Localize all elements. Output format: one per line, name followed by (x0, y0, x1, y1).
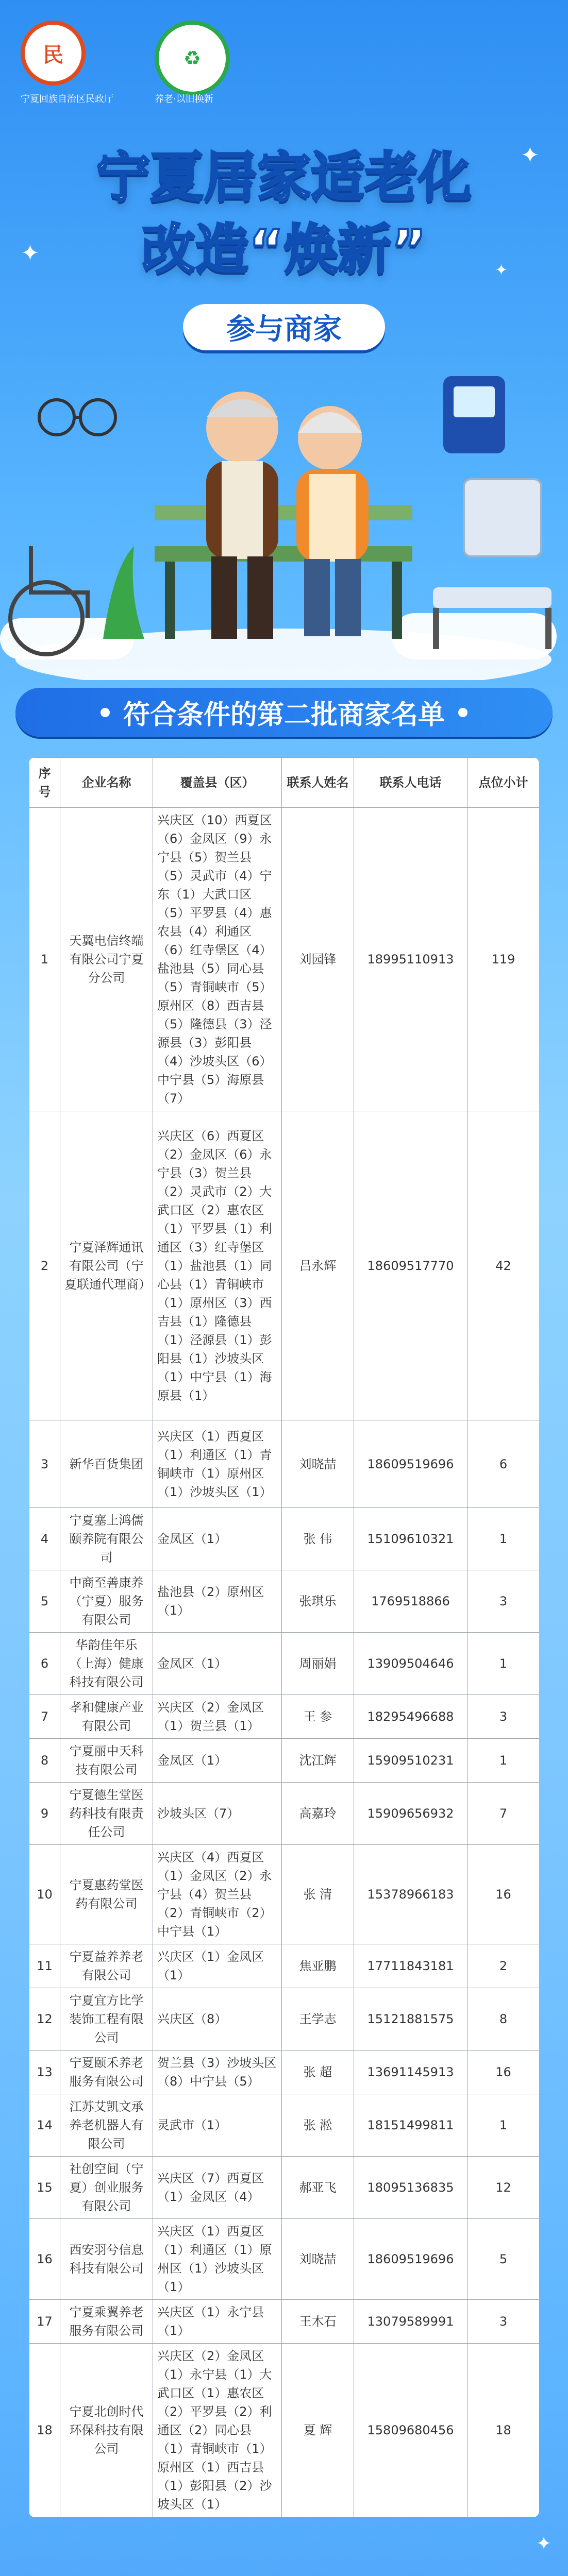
outlet-count-cell: 2 (467, 1944, 540, 1988)
company-name-cell: 宁夏丽中天科技有限公司 (60, 1739, 153, 1783)
coverage-area-cell: 兴庆区（7）西夏区（1）金凤区（4） (153, 2157, 282, 2219)
sparkle-icon: ✦ (21, 240, 40, 266)
row-number-cell: 17 (29, 2300, 60, 2344)
company-name-cell: 宁夏塞上鸿儒颐养院有限公司 (60, 1508, 153, 1570)
row-number-cell: 13 (29, 2050, 60, 2094)
poster-title-line1: 宁夏居家适老化 (96, 146, 472, 209)
contact-name-cell: 周丽娟 (282, 1633, 354, 1695)
table-row (29, 1988, 540, 2050)
contact-name-cell: 王木石 (282, 2300, 354, 2344)
table-row (29, 1420, 540, 1508)
contact-phone-cell: 13909504646 (354, 1633, 467, 1695)
outlet-count-cell: 1 (467, 1739, 540, 1783)
contact-phone-cell: 15378966183 (354, 1845, 467, 1944)
outlet-count-cell: 7 (467, 1783, 540, 1845)
outlet-count-cell: 16 (467, 2050, 540, 2094)
coverage-area-cell: 沙坡头区（7） (153, 1783, 282, 1845)
row-number-cell: 18 (29, 2344, 60, 2517)
company-name-cell: 天翼电信终端有限公司宁夏分公司 (60, 808, 153, 1111)
contact-name-cell: 张 清 (282, 1845, 354, 1944)
contact-phone-cell: 18609517770 (354, 1111, 467, 1420)
coverage-area-cell: 兴庆区（1）金凤区（1） (153, 1944, 282, 1988)
company-name-cell: 宁夏德生堂医药科技有限责任公司 (60, 1783, 153, 1845)
outlet-count-cell: 5 (467, 2219, 540, 2300)
coverage-area-cell: 兴庆区（1）西夏区（1）利通区（1）青铜峡市（1）原州区（1）沙坡头区（1） (153, 1420, 282, 1508)
contact-phone-cell: 18995110913 (354, 808, 467, 1111)
outlet-count-cell: 3 (467, 1695, 540, 1739)
contact-name-cell: 焦亚鹏 (282, 1944, 354, 1988)
company-name-cell: 宁夏乘翼养老服务有限公司 (60, 2300, 153, 2344)
company-name-cell: 社创空间（宁夏）创业服务有限公司 (60, 2157, 153, 2219)
row-number-cell: 8 (29, 1739, 60, 1783)
company-name-cell: 宁夏益养养老有限公司 (60, 1944, 153, 1988)
contact-phone-cell: 18295496688 (354, 1695, 467, 1739)
company-name-cell: 中商至善康养（宁夏）服务有限公司 (60, 1570, 153, 1633)
row-number-cell: 5 (29, 1570, 60, 1633)
coverage-area-cell: 灵武市（1） (153, 2094, 282, 2157)
contact-name-cell: 沈江辉 (282, 1739, 354, 1783)
contact-name-cell: 郝亚飞 (282, 2157, 354, 2219)
contact-phone-cell: 17711843181 (354, 1944, 467, 1988)
coverage-area-cell: 盐池县（2）原州区（1） (153, 1570, 282, 1633)
company-name-cell: 宁夏颐禾养老服务有限公司 (60, 2050, 153, 2094)
column-header: 联系人姓名 (282, 758, 354, 808)
civil-affairs-logo-icon: 民 (21, 21, 86, 86)
column-header: 联系人电话 (354, 758, 467, 808)
table-row (29, 1845, 540, 1944)
poster-title-line2: 改造“焕新” (141, 218, 427, 281)
row-number-cell: 14 (29, 2094, 60, 2157)
coverage-area-cell: 金凤区（1） (153, 1739, 282, 1783)
contact-phone-cell: 1769518866 (354, 1570, 467, 1633)
coverage-area-cell: 兴庆区（1）西夏区（1）利通区（1）原州区（1）沙坡头区（1） (153, 2219, 282, 2300)
column-header: 企业名称 (60, 758, 153, 808)
contact-phone-cell: 18095136835 (354, 2157, 467, 2219)
contact-phone-cell: 18151499811 (354, 2094, 467, 2157)
coverage-area-cell: 兴庆区（4）西夏区（1）金凤区（2）永宁县（4）贺兰县（2）青铜峡市（2）中宁县（1） (153, 1845, 282, 1944)
merchant-table-container (29, 757, 539, 2517)
row-number-cell: 4 (29, 1508, 60, 1570)
contact-name-cell: 吕永辉 (282, 1111, 354, 1420)
table-row (29, 2344, 540, 2517)
contact-name-cell: 夏 辉 (282, 2344, 354, 2517)
coverage-area-cell: 金凤区（1） (153, 1633, 282, 1695)
company-name-cell: 新华百货集团 (60, 1420, 153, 1508)
outlet-count-cell: 1 (467, 1508, 540, 1570)
coverage-area-cell: 兴庆区（2）金凤区（1）贺兰县（1） (153, 1695, 282, 1739)
table-row (29, 1695, 540, 1739)
outlet-count-cell: 119 (467, 808, 540, 1111)
outlet-count-cell: 8 (467, 1988, 540, 2050)
coverage-area-cell: 兴庆区（10）西夏区（6）金凤区（9）永宁县（5）贺兰县（5）灵武市（4）宁东（1）大武口区（5）平罗县（4）惠农县（4）利通区（6）红寺堡区（4）盐池县（5）同心县（5）青铜峡市（5）原州区（8）西吉县（5）隆德县（3）泾源县（3）彭阳县（4）沙坡头区（6）中宁县（5）海原县（7） (153, 808, 282, 1111)
contact-name-cell: 王 参 (282, 1695, 354, 1739)
row-number-cell: 15 (29, 2157, 60, 2219)
company-name-cell: 西安羽兮信息科技有限公司 (60, 2219, 153, 2300)
contact-phone-cell: 18609519696 (354, 2219, 467, 2300)
contact-phone-cell: 18609519696 (354, 1420, 467, 1508)
row-number-cell: 2 (29, 1111, 60, 1420)
bullet-icon (458, 708, 467, 717)
contact-phone-cell: 15109610321 (354, 1508, 467, 1570)
table-body (29, 808, 540, 2517)
company-name-cell: 江苏艾凯文承养老机器人有限公司 (60, 2094, 153, 2157)
contact-name-cell: 张 淞 (282, 2094, 354, 2157)
company-name-cell: 宁夏北创时代环保科技有限公司 (60, 2344, 153, 2517)
row-number-cell: 10 (29, 1845, 60, 1944)
coverage-area-cell: 金凤区（1） (153, 1508, 282, 1570)
contact-name-cell: 张 超 (282, 2050, 354, 2094)
elderly-couple-illustration (0, 350, 568, 680)
company-name-cell: 华韵佳年乐（上海）健康科技有限公司 (60, 1633, 153, 1695)
table-row (29, 1783, 540, 1845)
poster-header (0, 0, 568, 696)
company-name-cell: 宁夏惠药堂医药有限公司 (60, 1845, 153, 1944)
column-header: 点位小计 (467, 758, 540, 808)
table-row (29, 2094, 540, 2157)
section-title: 符合条件的第二批商家名单 (123, 700, 445, 731)
column-header: 覆盖县（区） (153, 758, 282, 808)
outlet-count-cell: 6 (467, 1420, 540, 1508)
trade-in-logo-icon: ♻ (155, 21, 230, 96)
outlet-count-cell: 18 (467, 2344, 540, 2517)
contact-phone-cell: 13691145913 (354, 2050, 467, 2094)
contact-phone-cell: 15121881575 (354, 1988, 467, 2050)
coverage-area-cell: 兴庆区（1）永宁县（1） (153, 2300, 282, 2344)
company-name-cell: 宁夏宜方比学装饰工程有限公司 (60, 1988, 153, 2050)
coverage-area-cell: 贺兰县（3）沙坡头区（8）中宁县（5） (153, 2050, 282, 2094)
contact-name-cell: 刘晓喆 (282, 1420, 354, 1508)
row-number-cell: 9 (29, 1783, 60, 1845)
table-row (29, 2219, 540, 2300)
contact-name-cell: 王学志 (282, 1988, 354, 2050)
contact-name-cell: 高嘉玲 (282, 1783, 354, 1845)
coverage-area-cell: 兴庆区（8） (153, 1988, 282, 2050)
outlet-count-cell: 1 (467, 1633, 540, 1695)
column-header: 序号 (29, 758, 60, 808)
outlet-count-cell: 1 (467, 2094, 540, 2157)
outlet-count-cell: 3 (467, 1570, 540, 1633)
sparkle-icon: ✦ (536, 2533, 552, 2554)
contact-phone-cell: 15909656932 (354, 1783, 467, 1845)
logo-caption: 养老·以旧换新 (155, 94, 213, 105)
company-name-cell: 孝和健康产业有限公司 (60, 1695, 153, 1739)
row-number-cell: 11 (29, 1944, 60, 1988)
outlet-count-cell: 42 (467, 1111, 540, 1420)
contact-phone-cell: 15809680456 (354, 2344, 467, 2517)
contact-name-cell: 张 伟 (282, 1508, 354, 1570)
table-row (29, 2300, 540, 2344)
section-title-bar (15, 688, 553, 737)
table-row (29, 2157, 540, 2219)
sparkle-icon: ✦ (521, 142, 540, 168)
contact-phone-cell: 13079589991 (354, 2300, 467, 2344)
company-name-cell: 宁夏泽辉通讯有限公司（宁夏联通代理商） (60, 1111, 153, 1420)
table-row (29, 1633, 540, 1695)
row-number-cell: 16 (29, 2219, 60, 2300)
merchant-table (29, 757, 539, 2517)
bullet-icon (101, 708, 110, 717)
table-row (29, 1739, 540, 1783)
table-row (29, 808, 540, 1111)
contact-phone-cell: 15909510231 (354, 1739, 467, 1783)
table-header-row (29, 758, 540, 808)
table-row (29, 1508, 540, 1570)
coverage-area-cell: 兴庆区（2）金凤区（1）永宁县（1）大武口区（1）惠农区（2）平罗县（2）利通区（2）同心县（1）青铜峡市（1）原州区（1）西吉县（1）彭阳县（2）沙坡头区（1） (153, 2344, 282, 2517)
table-row (29, 1944, 540, 1988)
coverage-area-cell: 兴庆区（6）西夏区（2）金凤区（6）永宁县（3）贺兰县（2）灵武市（2）大武口区（2）惠农区（1）平罗县（1）利通区（3）红寺堡区（1）盐池县（1）同心县（1）青铜峡市（1）原州区（3）西吉县（1）隆德县（1）泾源县（1）彭阳县（1）沙坡头区（1）中宁县（1）海原县（1） (153, 1111, 282, 1420)
table-row (29, 1570, 540, 1633)
contact-name-cell: 刘晓喆 (282, 2219, 354, 2300)
row-number-cell: 3 (29, 1420, 60, 1508)
logo-caption: 宁夏回族自治区民政厅 (21, 94, 113, 105)
outlet-count-cell: 16 (467, 1845, 540, 1944)
table-row (29, 2050, 540, 2094)
row-number-cell: 6 (29, 1633, 60, 1695)
outlet-count-cell: 3 (467, 2300, 540, 2344)
contact-name-cell: 张琪乐 (282, 1570, 354, 1633)
outlet-count-cell: 12 (467, 2157, 540, 2219)
subtitle-pill: 参与商家 (183, 304, 385, 350)
row-number-cell: 12 (29, 1988, 60, 2050)
table-row (29, 1111, 540, 1420)
row-number-cell: 1 (29, 808, 60, 1111)
sparkle-icon: ✦ (495, 261, 508, 279)
row-number-cell: 7 (29, 1695, 60, 1739)
contact-name-cell: 刘园锋 (282, 808, 354, 1111)
